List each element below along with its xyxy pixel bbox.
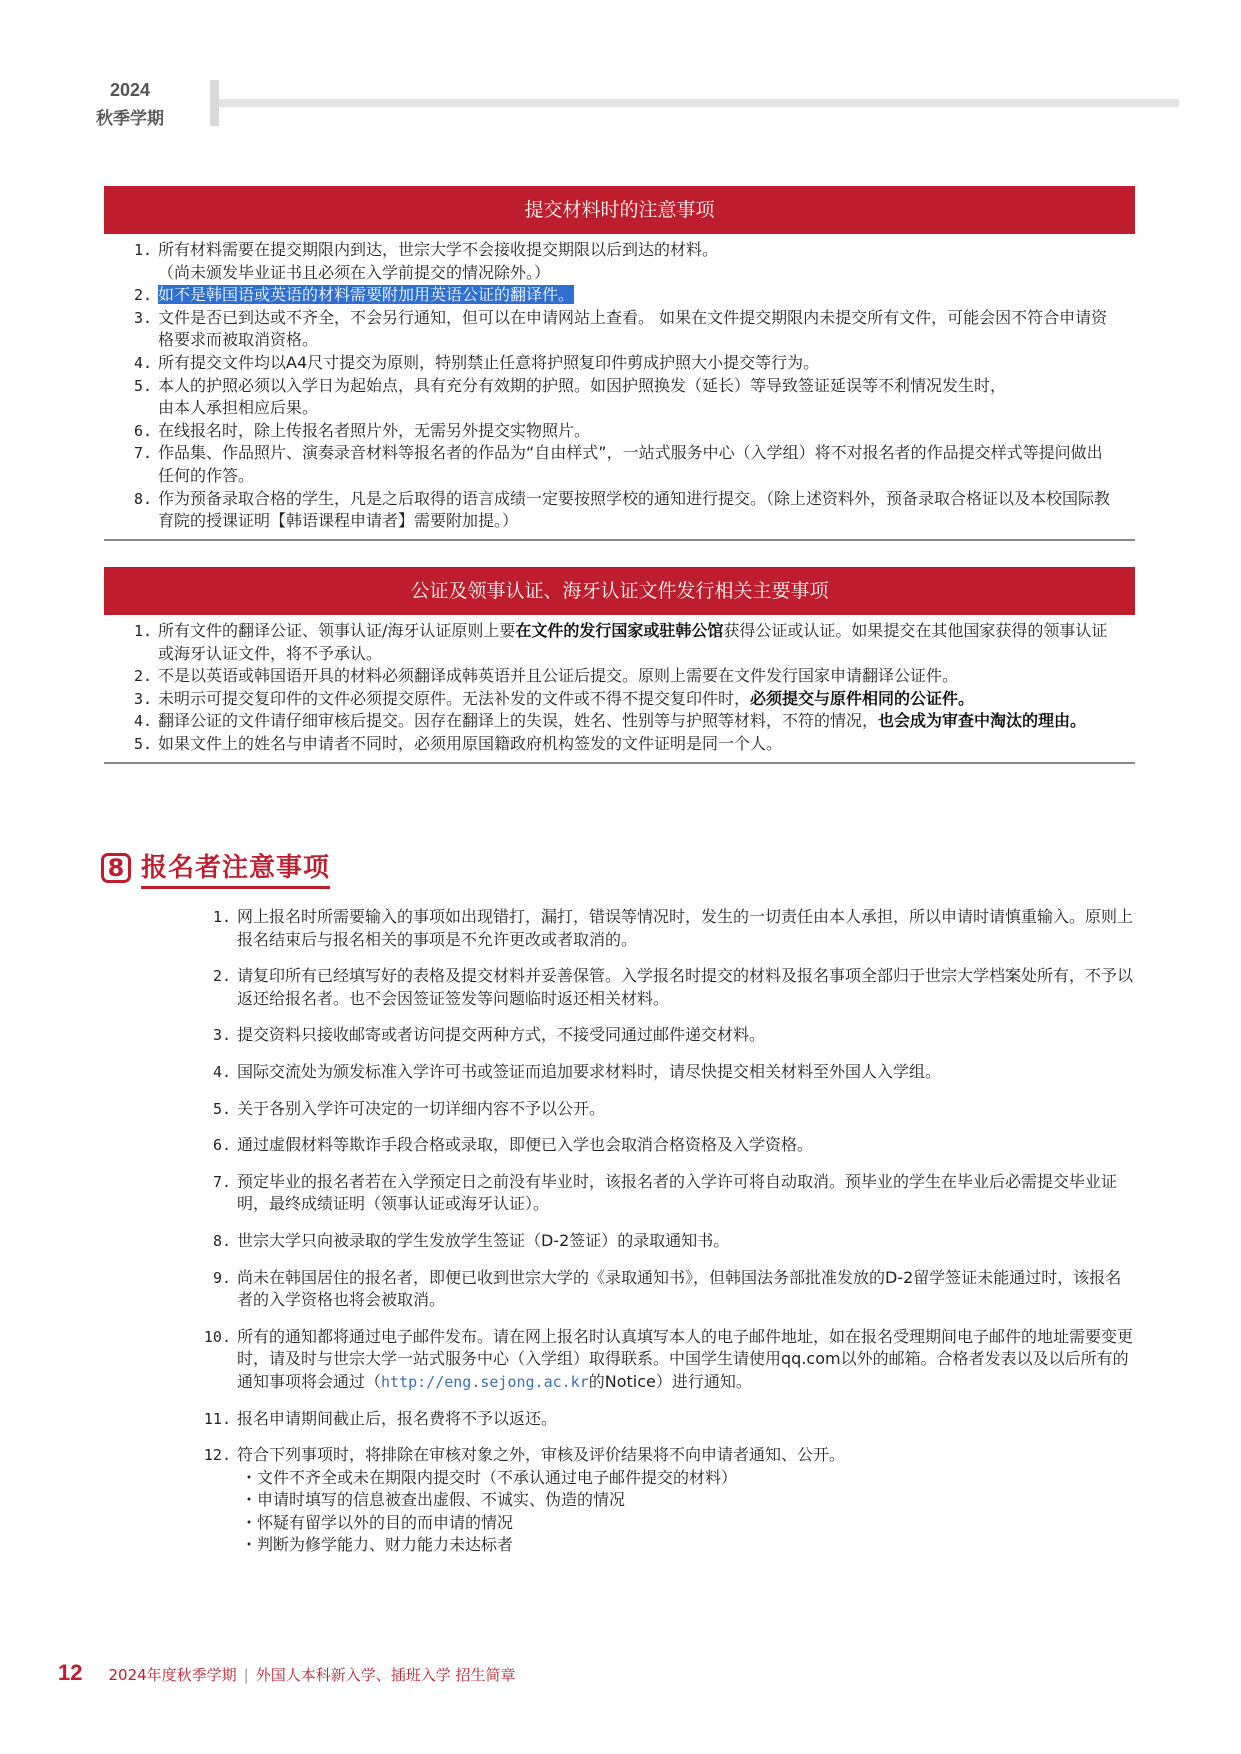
- header-year: 2024: [110, 80, 151, 100]
- list-item: 3. 文件是否已到达或不齐全，不会另行通知，但可以在申请网站上查看。 如果在文件提交期限内未提交所有文件，可能会因不符合申请资格要求而被取消资格。: [133, 307, 1108, 350]
- list-item: 1. 所有材料需要在提交期限内到达，世宗大学不会接收提交期限以后到达的材料。 （尚未颁发毕业证书且必须在入学前提交的情况除外。）: [133, 240, 719, 282]
- list-item: 4. 国际交流处为颁发标准入学许可书或签证而追加要求材料时，请尽快提交相关材料至外国人入学组。: [212, 1061, 942, 1081]
- website-link[interactable]: http://eng.sejong.ac.kr: [381, 1372, 589, 1391]
- list-item: 11. 报名申请期间截止后，报名费将不予以返还。: [203, 1408, 558, 1428]
- highlighted-text[interactable]: 如不是韩国语或英语的材料需要附加用英语公证的翻译件。: [158, 285, 575, 305]
- notarization-box: [104, 567, 1135, 764]
- footer-term: 2024年度秋季学期: [108, 1666, 237, 1684]
- section-title: 报名者注意事项: [141, 847, 330, 889]
- header-term: 秋季学期: [96, 109, 164, 129]
- list-item: 7. 预定毕业的报名者若在入学预定日之前没有毕业时，该报名者的入学许可将自动取消。预毕业的学生在毕业后必需提交毕业证明，最终成绩证明（领事认证或海牙认证）。: [212, 1171, 1118, 1214]
- list-item: 6. 通过虚假材料等欺诈手段合格或录取，即便已入学也会取消合格资格及入学资格。: [212, 1135, 814, 1155]
- page-footer: [58, 1660, 516, 1686]
- submission-notes-box: [104, 186, 1135, 541]
- footer-separator: |: [243, 1666, 249, 1684]
- list-item: 5. 如果文件上的姓名与申请者不同时，必须用原国籍政府机构签发的文件证明是同一个人。: [133, 733, 783, 753]
- list-item: 8. 世宗大学只向被录取的学生发放学生签证（D-2签证）的录取通知书。: [212, 1230, 730, 1250]
- list-item: 12. 符合下列事项时，将排除在审核对象之外，审核及评价结果将不向申请者通知、公开。 ・文件不齐全或未在期限内提交时（不承认通过电子邮件提交的材料） ・申请时填写的信息被查出虚假、不诚实、伪造的情况 ・怀疑有留学以外的目的而申请的情况 ・判断为修学能力、财力能力未达标者: [195, 1444, 1135, 1557]
- list-item: 2. 请复印所有已经填写好的表格及提交材料并妥善保管。入学报名时提交的材料及报名事项全部归于世宗大学档案处所有，不予以返还给报名者。也不会因签证签发等问题临时返还相关材料。: [212, 966, 1134, 1008]
- footer-title: 外国人本科新入学、插班入学 招生简章: [255, 1666, 516, 1684]
- list-item: 5. 关于各别入学许可决定的一切详细内容不予以公开。: [212, 1098, 606, 1118]
- header-horizontal-bar: [219, 99, 1179, 107]
- list-item: 7. 作品集、作品照片、演奏录音材料等报名者的作品为“自由样式”，一站式服务中心（入学组）将不对报名者的作品提交样式等提问做出任何的作答。: [133, 443, 1103, 485]
- list-item: 3. 未明示可提交复印件的文件必须提交原件。无法补发的文件或不得不提交复印件时，必须提交与原件相同的公证件。: [133, 688, 975, 708]
- applicant-notes-list: [195, 906, 1135, 1571]
- list-item: 1. 网上报名时所需要输入的事项如出现错打，漏打，错误等情况时，发生的一切责任由本人承担，所以申请时请慎重输入。原则上报名结束后与报名相关的事项是不允许更改或者取消的。: [212, 907, 1134, 949]
- sub-item: ・判断为修学能力、财力能力未达标者: [241, 1535, 514, 1555]
- sub-item: ・申请时填写的信息被查出虚假、不诚实、伪造的情况: [241, 1490, 626, 1510]
- page-number: 12: [58, 1660, 83, 1685]
- submission-notes-list: [104, 234, 1135, 533]
- list-item: 5. 本人的护照必须以入学日为起始点，具有充分有效期的护照。如因护照换发（延长）等导致签证延误等不利情况发生时， 由本人承担相应后果。: [133, 375, 1007, 418]
- notarization-list: [104, 615, 1135, 756]
- list-item: 8. 作为预备录取合格的学生，凡是之后取得的语言成绩一定要按照学校的通知进行提交。（除上述资料外，预备录取合格证以及本校国际教育院的授课证明【韩语课程申请者】需要附加提。）: [133, 488, 1111, 531]
- section-number-icon: 8: [101, 853, 131, 883]
- list-item: 2. 不是以英语或韩国语开具的材料必须翻译成韩英语并且公证后提交。原则上需要在文件发行国家申请翻译公证件。: [133, 666, 959, 686]
- list-item: 10. 所有的通知都将通过电子邮件发布。请在网上报名时认真填写本人的电子邮件地址，如在报名受理期间电子邮件的地址需要变更时，请及时与世宗大学一站式服务中心（入学组）取得联系。中国学生请使用qq.com以外的邮箱。合格者发表以及以后所有的通知事项将会通过（http://eng.sejong.ac.kr的Notice）进行通知。: [203, 1326, 1134, 1391]
- header-vertical-bar: [210, 80, 219, 126]
- list-item: 1. 所有文件的翻译公证、领事认证/海牙认证原则上要在文件的发行国家或驻韩公馆获得公证或认证。如果提交在其他国家获得的领事认证或海牙认证文件，将不予承认。: [133, 621, 1108, 663]
- list-item: 3. 提交资料只接收邮寄或者访问提交两种方式，不接受同通过邮件递交材料。: [212, 1025, 766, 1045]
- sub-item: ・文件不齐全或未在期限内提交时（不承认通过电子邮件提交的材料）: [241, 1467, 738, 1487]
- list-item: 2. 如不是韩国语或英语的材料需要附加用英语公证的翻译件。: [133, 285, 575, 305]
- notarization-title: 公证及领事认证、海牙认证文件发行相关主要事项: [104, 567, 1135, 615]
- list-item: 4. 翻译公证的文件请仔细审核后提交。因存在翻译上的失误，姓名、性别等与护照等材料，不符的情况，也会成为审查中淘汰的理由。: [133, 711, 1087, 731]
- list-item: 9. 尚未在韩国居住的报名者，即便已收到世宗大学的《录取通知书》，但韩国法务部批准发放的D-2留学签证未能通过时，该报名者的入学资格也将会被取消。: [212, 1267, 1122, 1310]
- list-item: 4. 所有提交文件均以A4尺寸提交为原则，特别禁止任意将护照复印件剪成护照大小提交等行为。: [133, 352, 820, 372]
- list-item: 6. 在线报名时，除上传报名者照片外，无需另外提交实物照片。: [133, 420, 591, 440]
- submission-notes-title: 提交材料时的注意事项: [104, 186, 1135, 234]
- divider: [104, 762, 1135, 764]
- section-heading: [101, 847, 330, 889]
- divider: [104, 539, 1135, 541]
- sub-item: ・怀疑有留学以外的目的而申请的情况: [241, 1512, 514, 1532]
